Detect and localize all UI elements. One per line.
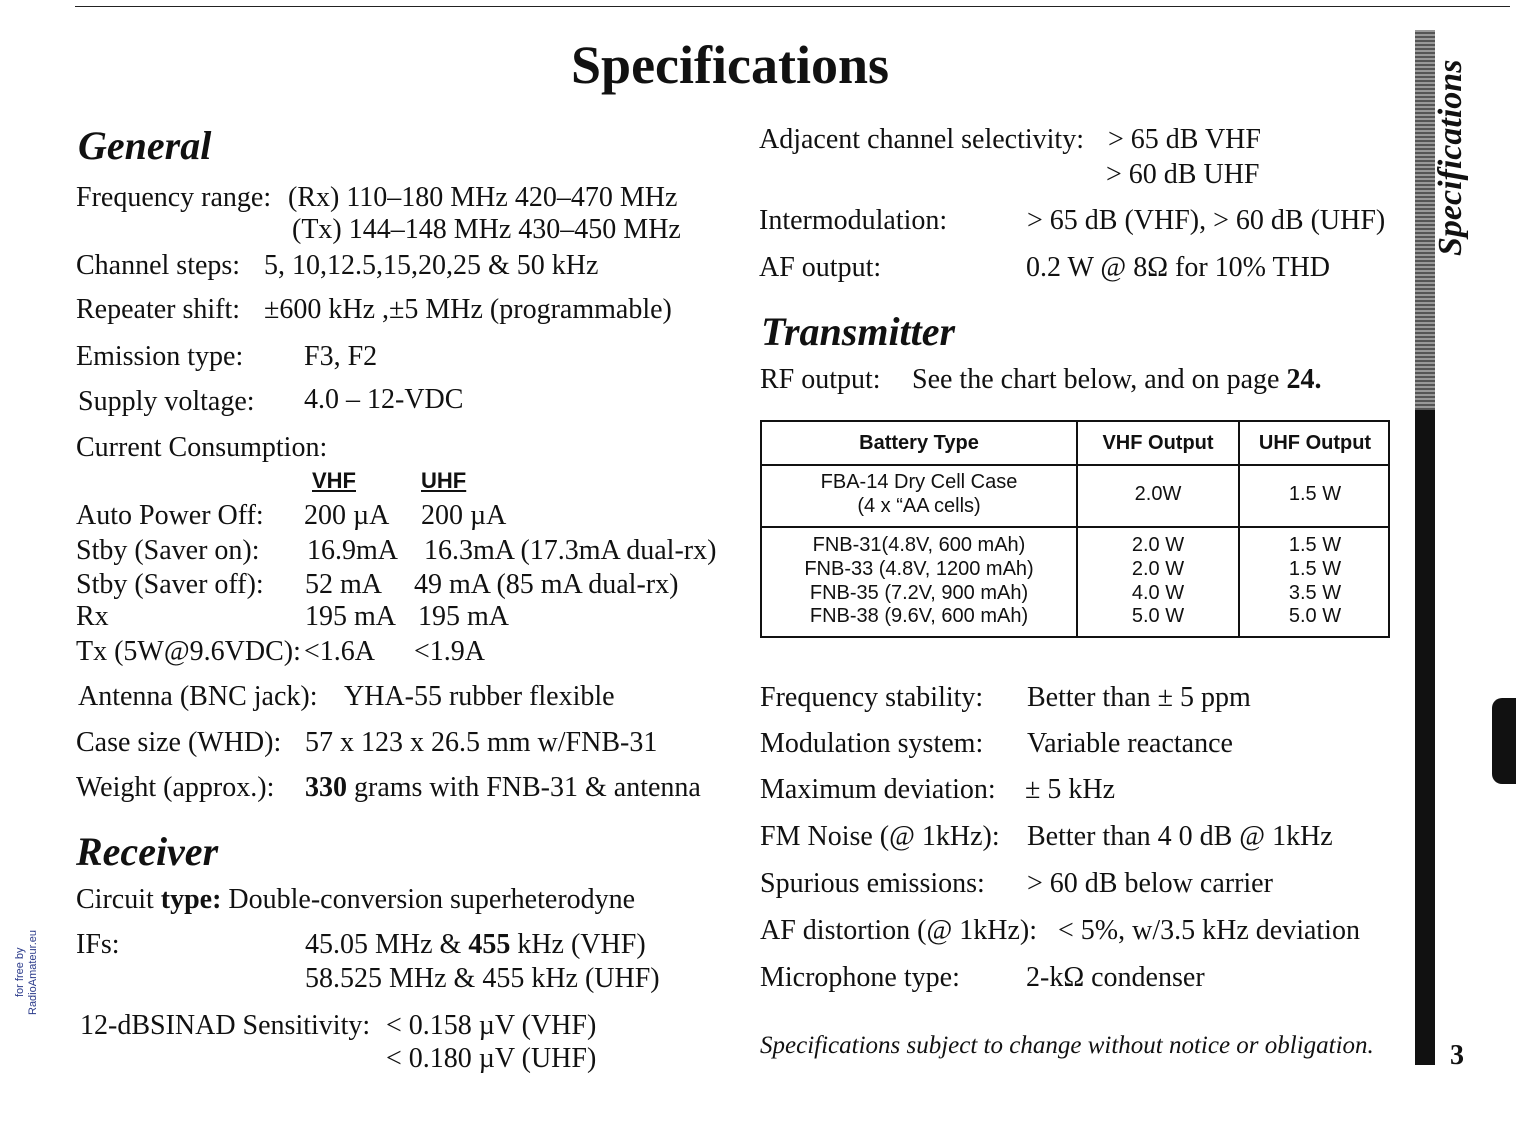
current-consumption-label: Current Consumption: (76, 432, 328, 463)
case-size-value: 57 x 123 x 26.5 mm w/FNB-31 (305, 727, 658, 758)
table-cell-uhf: 5.0 W (1288, 605, 1342, 627)
supply-voltage-label: Supply voltage: (78, 386, 255, 417)
weight-value (305, 772, 701, 804)
spec-value: > 60 dB below carrier (1027, 868, 1273, 899)
spec-label: Microphone type: (760, 962, 960, 993)
spec-value: < 5%, w/3.5 kHz deviation (1058, 915, 1360, 946)
sinad-label: 12-dBSINAD Sensitivity: (80, 1010, 371, 1041)
circuit-type-value: Double-conversion superheterodyne (221, 884, 636, 915)
supply-voltage-value: 4.0 – 12-VDC (304, 384, 464, 415)
table-cell-vhf: 2.0 W (1131, 558, 1185, 580)
table-cell-uhf: 1.5 W (1288, 558, 1342, 580)
table-divider (762, 464, 1388, 466)
emission-type-label: Emission type: (76, 341, 244, 372)
current-row-uhf: 195 mA (418, 601, 509, 632)
rf-output-text: See the chart below, and on page (912, 364, 1287, 395)
table-cell-battery: FNB-35 (7.2V, 900 mAh) (809, 582, 1029, 604)
spec-value: Better than ± 5 ppm (1027, 682, 1251, 713)
current-row-label: Auto Power Off: (76, 500, 264, 531)
current-row-vhf: 16.9mA (307, 535, 398, 566)
current-vhf-header: VHF (312, 468, 356, 493)
current-row-vhf: <1.6A (304, 636, 376, 667)
table-header-battery: Battery Type (859, 432, 979, 454)
current-row-uhf: 49 mA (85 mA dual-rx) (414, 569, 679, 600)
transmitter-heading: Transmitter (761, 309, 956, 354)
ifs-label: IFs: (76, 929, 120, 960)
circuit-type-label: type: (160, 884, 222, 915)
spec-value: ± 5 kHz (1025, 774, 1116, 805)
weight-rest: grams with FNB-31 & antenna (347, 772, 701, 803)
current-row-label: Stby (Saver off): (76, 569, 264, 600)
table-cell-uhf: 3.5 W (1288, 582, 1342, 604)
spec-value: 2-kΩ condenser (1026, 962, 1205, 993)
table-cell-vhf: 5.0 W (1131, 605, 1185, 627)
table-cell-vhf: 2.0 W (1131, 534, 1185, 556)
circuit-prefix: Circuit (76, 884, 161, 915)
repeater-shift-label: Repeater shift: (76, 294, 241, 325)
table-cell-vhf: 4.0 W (1131, 582, 1185, 604)
spec-label: Maximum deviation: (760, 774, 996, 805)
watermark (14, 920, 44, 1025)
weight-bold-value: 330 (305, 772, 347, 803)
freq-range-rx: (Rx) 110–180 MHz 420–470 MHz (288, 182, 678, 213)
table-cell-uhf: 1.5 W (1288, 483, 1342, 505)
spec-value: Better than 4 0 dB @ 1kHz (1027, 821, 1333, 852)
general-heading: General (78, 123, 212, 168)
adjacent-selectivity-label: Adjacent channel selectivity: (759, 124, 1084, 155)
case-size-label: Case size (WHD): (76, 727, 282, 758)
current-row-vhf: 195 mA (305, 601, 396, 632)
adjacent-selectivity-uhf: > 60 dB UHF (1106, 159, 1260, 190)
circuit-type (76, 884, 635, 916)
repeater-shift-value: ±600 kHz ,±5 MHz (programmable) (264, 294, 672, 325)
adjacent-selectivity-vhf: > 65 dB VHF (1108, 124, 1261, 155)
spec-disclaimer: Specifications subject to change without notice or obligation. (760, 1032, 1374, 1059)
antenna-value: YHA-55 rubber flexible (344, 681, 615, 712)
table-cell-uhf: 1.5 W (1288, 534, 1342, 556)
rf-output-value (912, 364, 1322, 396)
current-row-vhf: 52 mA (305, 569, 382, 600)
watermark-line-1: for free by (14, 947, 26, 998)
top-rule (75, 6, 1510, 7)
table-cell-battery: FNB-31(4.8V, 600 mAh) (812, 534, 1026, 556)
spec-value: Variable reactance (1027, 728, 1233, 759)
freq-range-label: Frequency range: (76, 182, 272, 213)
watermark-line-2: RadioAmateur.eu (27, 930, 39, 1015)
sinad-vhf: < 0.158 µV (VHF) (386, 1010, 597, 1041)
channel-steps-label: Channel steps: (76, 250, 241, 281)
table-cell-battery: FNB-38 (9.6V, 600 mAh) (809, 605, 1029, 627)
table-cell-vhf: 2.0W (1134, 483, 1182, 505)
side-section-title: Specifications (1432, 59, 1469, 256)
receiver-heading: Receiver (76, 829, 219, 874)
table-divider (762, 526, 1388, 528)
af-output-label: AF output: (759, 252, 882, 283)
current-row-label: Rx (76, 601, 109, 632)
ifs-line-1-bold: 455 (468, 929, 511, 960)
battery-output-table (760, 420, 1390, 638)
rf-output-label: RF output: (760, 364, 881, 395)
ifs-line-1-c: kHz (VHF) (510, 929, 646, 960)
intermodulation-value: > 65 dB (VHF), > 60 dB (UHF) (1027, 205, 1386, 236)
ifs-line-2: 58.525 MHz & 455 kHz (UHF) (305, 963, 660, 994)
spec-label: Spurious emissions: (760, 868, 985, 899)
antenna-label: Antenna (BNC jack): (78, 681, 318, 712)
rf-output-page: 24. (1286, 364, 1322, 395)
intermodulation-label: Intermodulation: (759, 205, 948, 236)
ifs-line-1-a: 45.05 MHz & (305, 929, 469, 960)
table-header-vhf: VHF Output (1102, 432, 1214, 454)
page-number: 3 (1450, 1040, 1464, 1071)
thumb-tab-marker (1492, 698, 1516, 784)
af-output-value: 0.2 W @ 8Ω for 10% THD (1026, 252, 1331, 283)
spec-label: AF distortion (@ 1kHz): (760, 915, 1037, 946)
emission-type-value: F3, F2 (304, 341, 378, 372)
table-header-uhf: UHF Output (1258, 432, 1372, 454)
spec-label: FM Noise (@ 1kHz): (760, 821, 1000, 852)
table-cell-battery-note: (4 x “AA cells) (857, 495, 981, 517)
channel-steps-value: 5, 10,12.5,15,20,25 & 50 kHz (264, 250, 599, 281)
sinad-uhf: < 0.180 µV (UHF) (386, 1043, 597, 1074)
current-row-label: Tx (5W@9.6VDC): (76, 636, 301, 667)
page-title: Specifications (571, 35, 889, 95)
spec-label: Frequency stability: (760, 682, 984, 713)
table-cell-battery: FBA-14 Dry Cell Case (820, 471, 1018, 493)
current-row-label: Stby (Saver on): (76, 535, 260, 566)
current-row-vhf: 200 µA (304, 500, 390, 531)
weight-label: Weight (approx.): (76, 772, 275, 803)
spec-label: Modulation system: (760, 728, 984, 759)
current-row-uhf: 16.3mA (17.3mA dual-rx) (424, 535, 717, 566)
current-row-uhf: <1.9A (414, 636, 486, 667)
freq-range-tx: (Tx) 144–148 MHz 430–450 MHz (292, 214, 681, 245)
ifs-line-1 (305, 929, 646, 961)
current-row-uhf: 200 µA (421, 500, 507, 531)
current-uhf-header: UHF (421, 468, 467, 493)
table-cell-battery: FNB-33 (4.8V, 1200 mAh) (804, 558, 1034, 580)
